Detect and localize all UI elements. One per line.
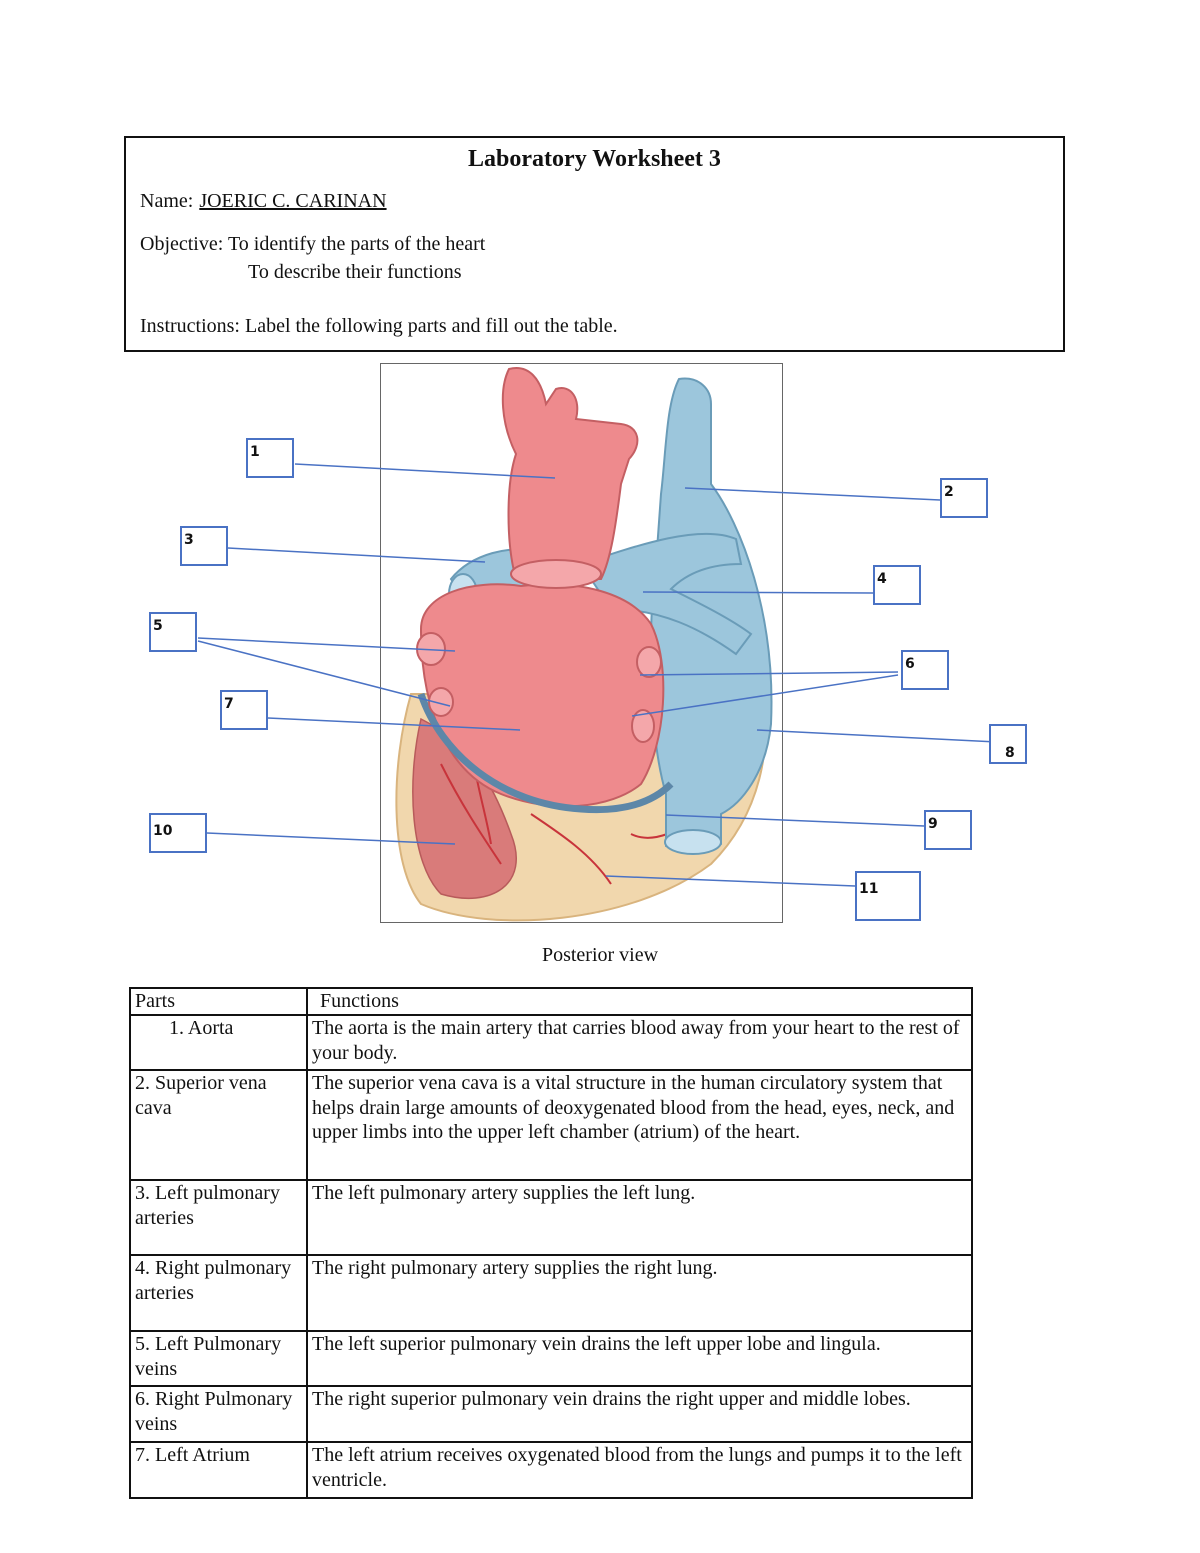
leader-line-4: [643, 592, 873, 593]
objective-1: To identify the parts of the heart: [227, 233, 486, 255]
leader-line-7: [268, 718, 520, 730]
worksheet-title: Laboratory Worksheet 3: [468, 146, 721, 172]
label-box-5[interactable]: 5: [149, 612, 197, 652]
leader-line-9: [666, 815, 924, 826]
table-row: [130, 1386, 972, 1442]
part-cell[interactable]: 3. Left pulmonary arteries: [130, 1180, 307, 1255]
instructions-label: Instructions:: [140, 315, 240, 337]
instructions-text: Label the following parts and fill out the table.: [245, 315, 618, 337]
part-cell[interactable]: 1. Aorta: [130, 1015, 307, 1070]
leader-line-3: [228, 548, 485, 562]
function-cell[interactable]: The right superior pulmonary vein drains the right upper and middle lobes.: [307, 1386, 972, 1442]
table-row: [130, 1015, 972, 1070]
part-cell[interactable]: 7. Left Atrium: [130, 1442, 307, 1498]
label-box-7[interactable]: 7: [220, 690, 268, 730]
function-cell[interactable]: The aorta is the main artery that carries blood away from your heart to the rest of your body.: [307, 1015, 972, 1070]
table-row: [130, 1442, 972, 1498]
part-cell[interactable]: 5. Left Pulmonary veins: [130, 1331, 307, 1386]
figure-caption: Posterior view: [541, 944, 659, 966]
function-cell[interactable]: The right pulmonary artery supplies the right lung.: [307, 1255, 972, 1331]
header-parts: Parts: [130, 988, 307, 1015]
label-box-3[interactable]: 3: [180, 526, 228, 566]
table-row: [130, 1255, 972, 1331]
label-box-9[interactable]: 9: [924, 810, 972, 850]
header-functions: Functions: [307, 988, 972, 1015]
table-header-row: [130, 988, 972, 1015]
objective-label: Objective:: [140, 233, 224, 255]
label-box-10[interactable]: 10: [149, 813, 207, 853]
label-box-4[interactable]: 4: [873, 565, 921, 605]
leader-line-6b: [632, 675, 898, 716]
function-cell[interactable]: The left atrium receives oxygenated blood from the lungs and pumps it to the left ventricle.: [307, 1442, 972, 1498]
objective-2: To describe their functions: [248, 261, 462, 283]
function-cell[interactable]: The left superior pulmonary vein drains the left upper lobe and lingula.: [307, 1331, 972, 1386]
table-row: [130, 1331, 972, 1386]
part-cell[interactable]: 4. Right pulmonary arteries: [130, 1255, 307, 1331]
leader-line-1: [295, 464, 555, 478]
name-value: JOERIC C. CARINAN: [199, 190, 387, 212]
function-cell[interactable]: The left pulmonary artery supplies the left lung.: [307, 1180, 972, 1255]
leader-line-8: [757, 730, 1017, 743]
label-box-8[interactable]: 8: [989, 724, 1027, 764]
label-box-1[interactable]: 1: [246, 438, 294, 478]
leader-line-11: [606, 876, 855, 886]
table-row: [130, 1070, 972, 1180]
leader-line-10: [207, 833, 455, 844]
part-cell[interactable]: 2. Superior vena cava: [130, 1070, 307, 1180]
table-row: [130, 1180, 972, 1255]
label-box-11[interactable]: 11: [855, 871, 921, 921]
leader-line-6a: [640, 672, 898, 675]
label-box-6[interactable]: 6: [901, 650, 949, 690]
leader-line-2: [685, 488, 940, 500]
label-box-2[interactable]: 2: [940, 478, 988, 518]
leader-line-5a: [198, 638, 455, 651]
part-cell[interactable]: 6. Right Pulmonary veins: [130, 1386, 307, 1442]
parts-functions-table: [129, 987, 973, 1499]
name-label: Name:: [140, 190, 194, 212]
function-cell[interactable]: The superior vena cava is a vital structure in the human circulatory system that helps drain large amounts of deoxygenated blood from the head, eyes, neck, and upper limbs into the upper left chamber (atrium) of the heart.: [307, 1070, 972, 1180]
